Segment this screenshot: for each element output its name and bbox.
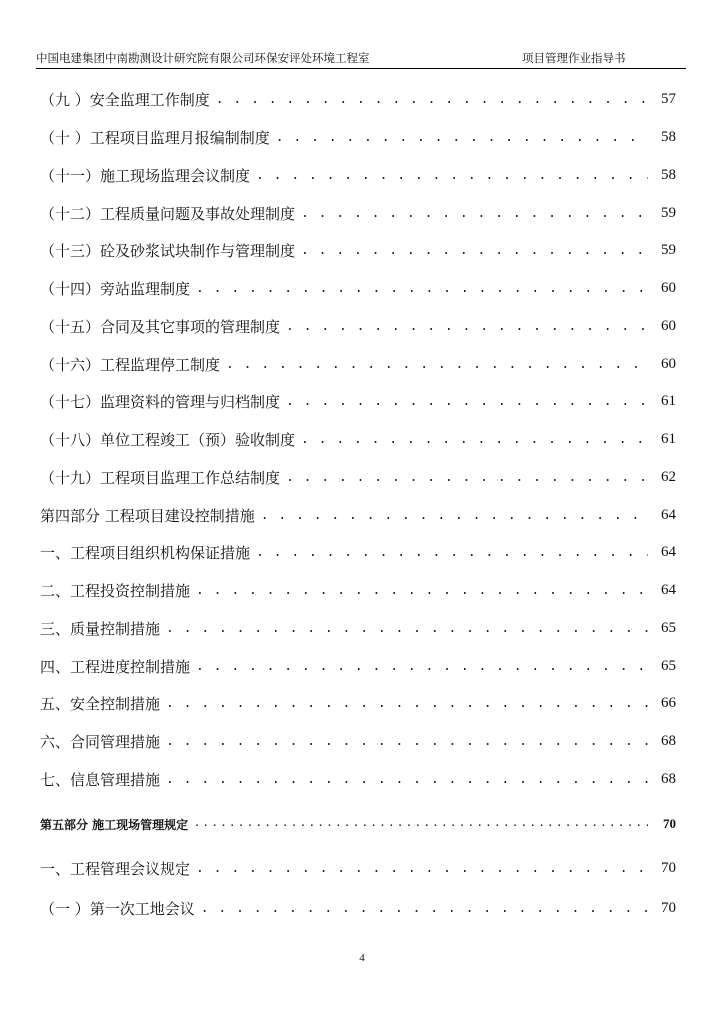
toc-entry-page: 64 — [661, 543, 676, 560]
toc-entry[interactable] — [40, 855, 676, 881]
toc-entry[interactable] — [40, 690, 676, 716]
toc-entry[interactable] — [40, 388, 676, 414]
toc-section-entry[interactable] — [40, 811, 676, 837]
toc-entry-page: 59 — [661, 204, 676, 221]
toc-entry-title: 七、信息管理措施 — [40, 770, 161, 789]
toc-entry-title: （十 ）工程项目监理月报编制制度 — [40, 128, 270, 147]
toc-entry[interactable] — [40, 237, 676, 263]
toc-leader-dots — [276, 130, 648, 145]
toc-leader-dots — [256, 168, 648, 183]
toc-entry-title: （十八）单位工程竣工（预）验收制度 — [40, 430, 296, 449]
toc-entry-title: 五、安全控制措施 — [40, 694, 161, 713]
toc-entry-title: （一 ）第一次工地会议 — [40, 899, 195, 918]
toc-entry-title: （十四）旁站监理制度 — [40, 279, 191, 298]
toc-entry-page: 70 — [663, 816, 676, 831]
toc-entry-page: 65 — [661, 657, 676, 674]
toc-entry-page: 58 — [661, 128, 676, 145]
toc-entry-page: 60 — [661, 279, 676, 296]
toc-leader-dots — [166, 734, 648, 749]
page-number: 4 — [359, 952, 365, 964]
toc-entry[interactable] — [40, 464, 676, 490]
toc-leader-dots — [226, 357, 648, 372]
toc-section-entry[interactable] — [40, 502, 676, 528]
toc-entry-title: （十一）施工现场监理会议制度 — [40, 166, 251, 185]
toc-entry-page: 68 — [661, 770, 676, 787]
toc-leader-dots — [166, 621, 648, 636]
toc-entry[interactable] — [40, 426, 676, 452]
toc-entry[interactable] — [40, 313, 676, 339]
toc-leader-dots — [166, 696, 648, 711]
toc-entry[interactable] — [40, 124, 676, 150]
toc-entry-page: 61 — [661, 430, 676, 447]
toc-entry[interactable] — [40, 162, 676, 188]
toc-entry[interactable] — [40, 728, 676, 754]
toc-entry-title: （十三）砼及砂浆试块制作与管理制度 — [40, 241, 296, 260]
toc-entry-page: 66 — [661, 694, 676, 711]
toc-entry-page: 70 — [661, 899, 676, 916]
toc-leader-dots — [216, 92, 648, 107]
toc-entry-page: 60 — [661, 355, 676, 372]
toc-entry-title: 六、合同管理措施 — [40, 732, 161, 751]
toc-entry-title: 第四部分 工程项目建设控制措施 — [40, 506, 255, 525]
toc-leader-dots — [256, 545, 648, 560]
toc-leader-dots — [286, 394, 648, 409]
toc-leader-dots — [196, 861, 648, 876]
toc-entry-title: （十二）工程质量问题及事故处理制度 — [40, 204, 296, 223]
toc-entry[interactable] — [40, 351, 676, 377]
toc-entry-title: （九 ）安全监理工作制度 — [40, 90, 210, 109]
toc-entry-title: （十五）合同及其它事项的管理制度 — [40, 317, 281, 336]
toc-entry-title: 第五部分 施工现场管理规定 — [40, 817, 189, 832]
toc-entry[interactable] — [40, 895, 676, 921]
toc-entry-page: 70 — [661, 859, 676, 876]
toc-entry-title: 一、工程项目组织机构保证措施 — [40, 543, 251, 562]
header-document-title: 项目管理作业指导书 — [522, 51, 626, 65]
toc-entry[interactable] — [40, 200, 676, 226]
toc-entry-page: 62 — [661, 468, 676, 485]
toc-leader-dots — [166, 772, 648, 787]
toc-entry-title: 四、工程进度控制措施 — [40, 657, 191, 676]
toc-entry-page: 68 — [661, 732, 676, 749]
toc-leader-dots — [201, 901, 648, 916]
toc-entry-title: 二、工程投资控制措施 — [40, 581, 191, 600]
toc-entry[interactable] — [40, 653, 676, 679]
toc-entry[interactable] — [40, 766, 676, 792]
toc-entry-page: 60 — [661, 317, 676, 334]
toc-entry-title: 三、质量控制措施 — [40, 619, 161, 638]
toc-leader-dots — [301, 243, 648, 258]
toc-entry-page: 57 — [661, 90, 676, 107]
toc-leader-dots — [301, 432, 648, 447]
toc-entry-page: 61 — [661, 392, 676, 409]
header-organization: 中国电建集团中南勘测设计研究院有限公司环保安评处环境工程室 — [36, 51, 370, 65]
toc-entry-page: 65 — [661, 619, 676, 636]
toc-entry-title: （十六）工程监理停工制度 — [40, 355, 221, 374]
toc-entry[interactable] — [40, 577, 676, 603]
toc-entry-title: （十九）工程项目监理工作总结制度 — [40, 468, 281, 487]
toc-entry-page: 59 — [661, 241, 676, 258]
page-header — [36, 48, 686, 69]
toc-leader-dots — [286, 319, 648, 334]
toc-entry[interactable] — [40, 539, 676, 565]
toc-entry[interactable] — [40, 86, 676, 112]
toc-leader-dots — [301, 206, 648, 221]
toc-entry-title: （十七）监理资料的管理与归档制度 — [40, 392, 281, 411]
toc-leader-dots — [196, 281, 648, 296]
toc-entry-page: 58 — [661, 166, 676, 183]
toc-leader-dots — [261, 508, 648, 523]
toc-leader-dots — [286, 470, 648, 485]
toc-entry[interactable] — [40, 275, 676, 301]
toc-entry-page: 64 — [661, 581, 676, 598]
toc-leader-dots — [194, 819, 648, 829]
toc-leader-dots — [196, 583, 648, 598]
toc-entry[interactable] — [40, 615, 676, 641]
toc-entry-title: 一、工程管理会议规定 — [40, 859, 191, 878]
toc-entry-page: 64 — [661, 506, 676, 523]
toc-leader-dots — [196, 659, 648, 674]
